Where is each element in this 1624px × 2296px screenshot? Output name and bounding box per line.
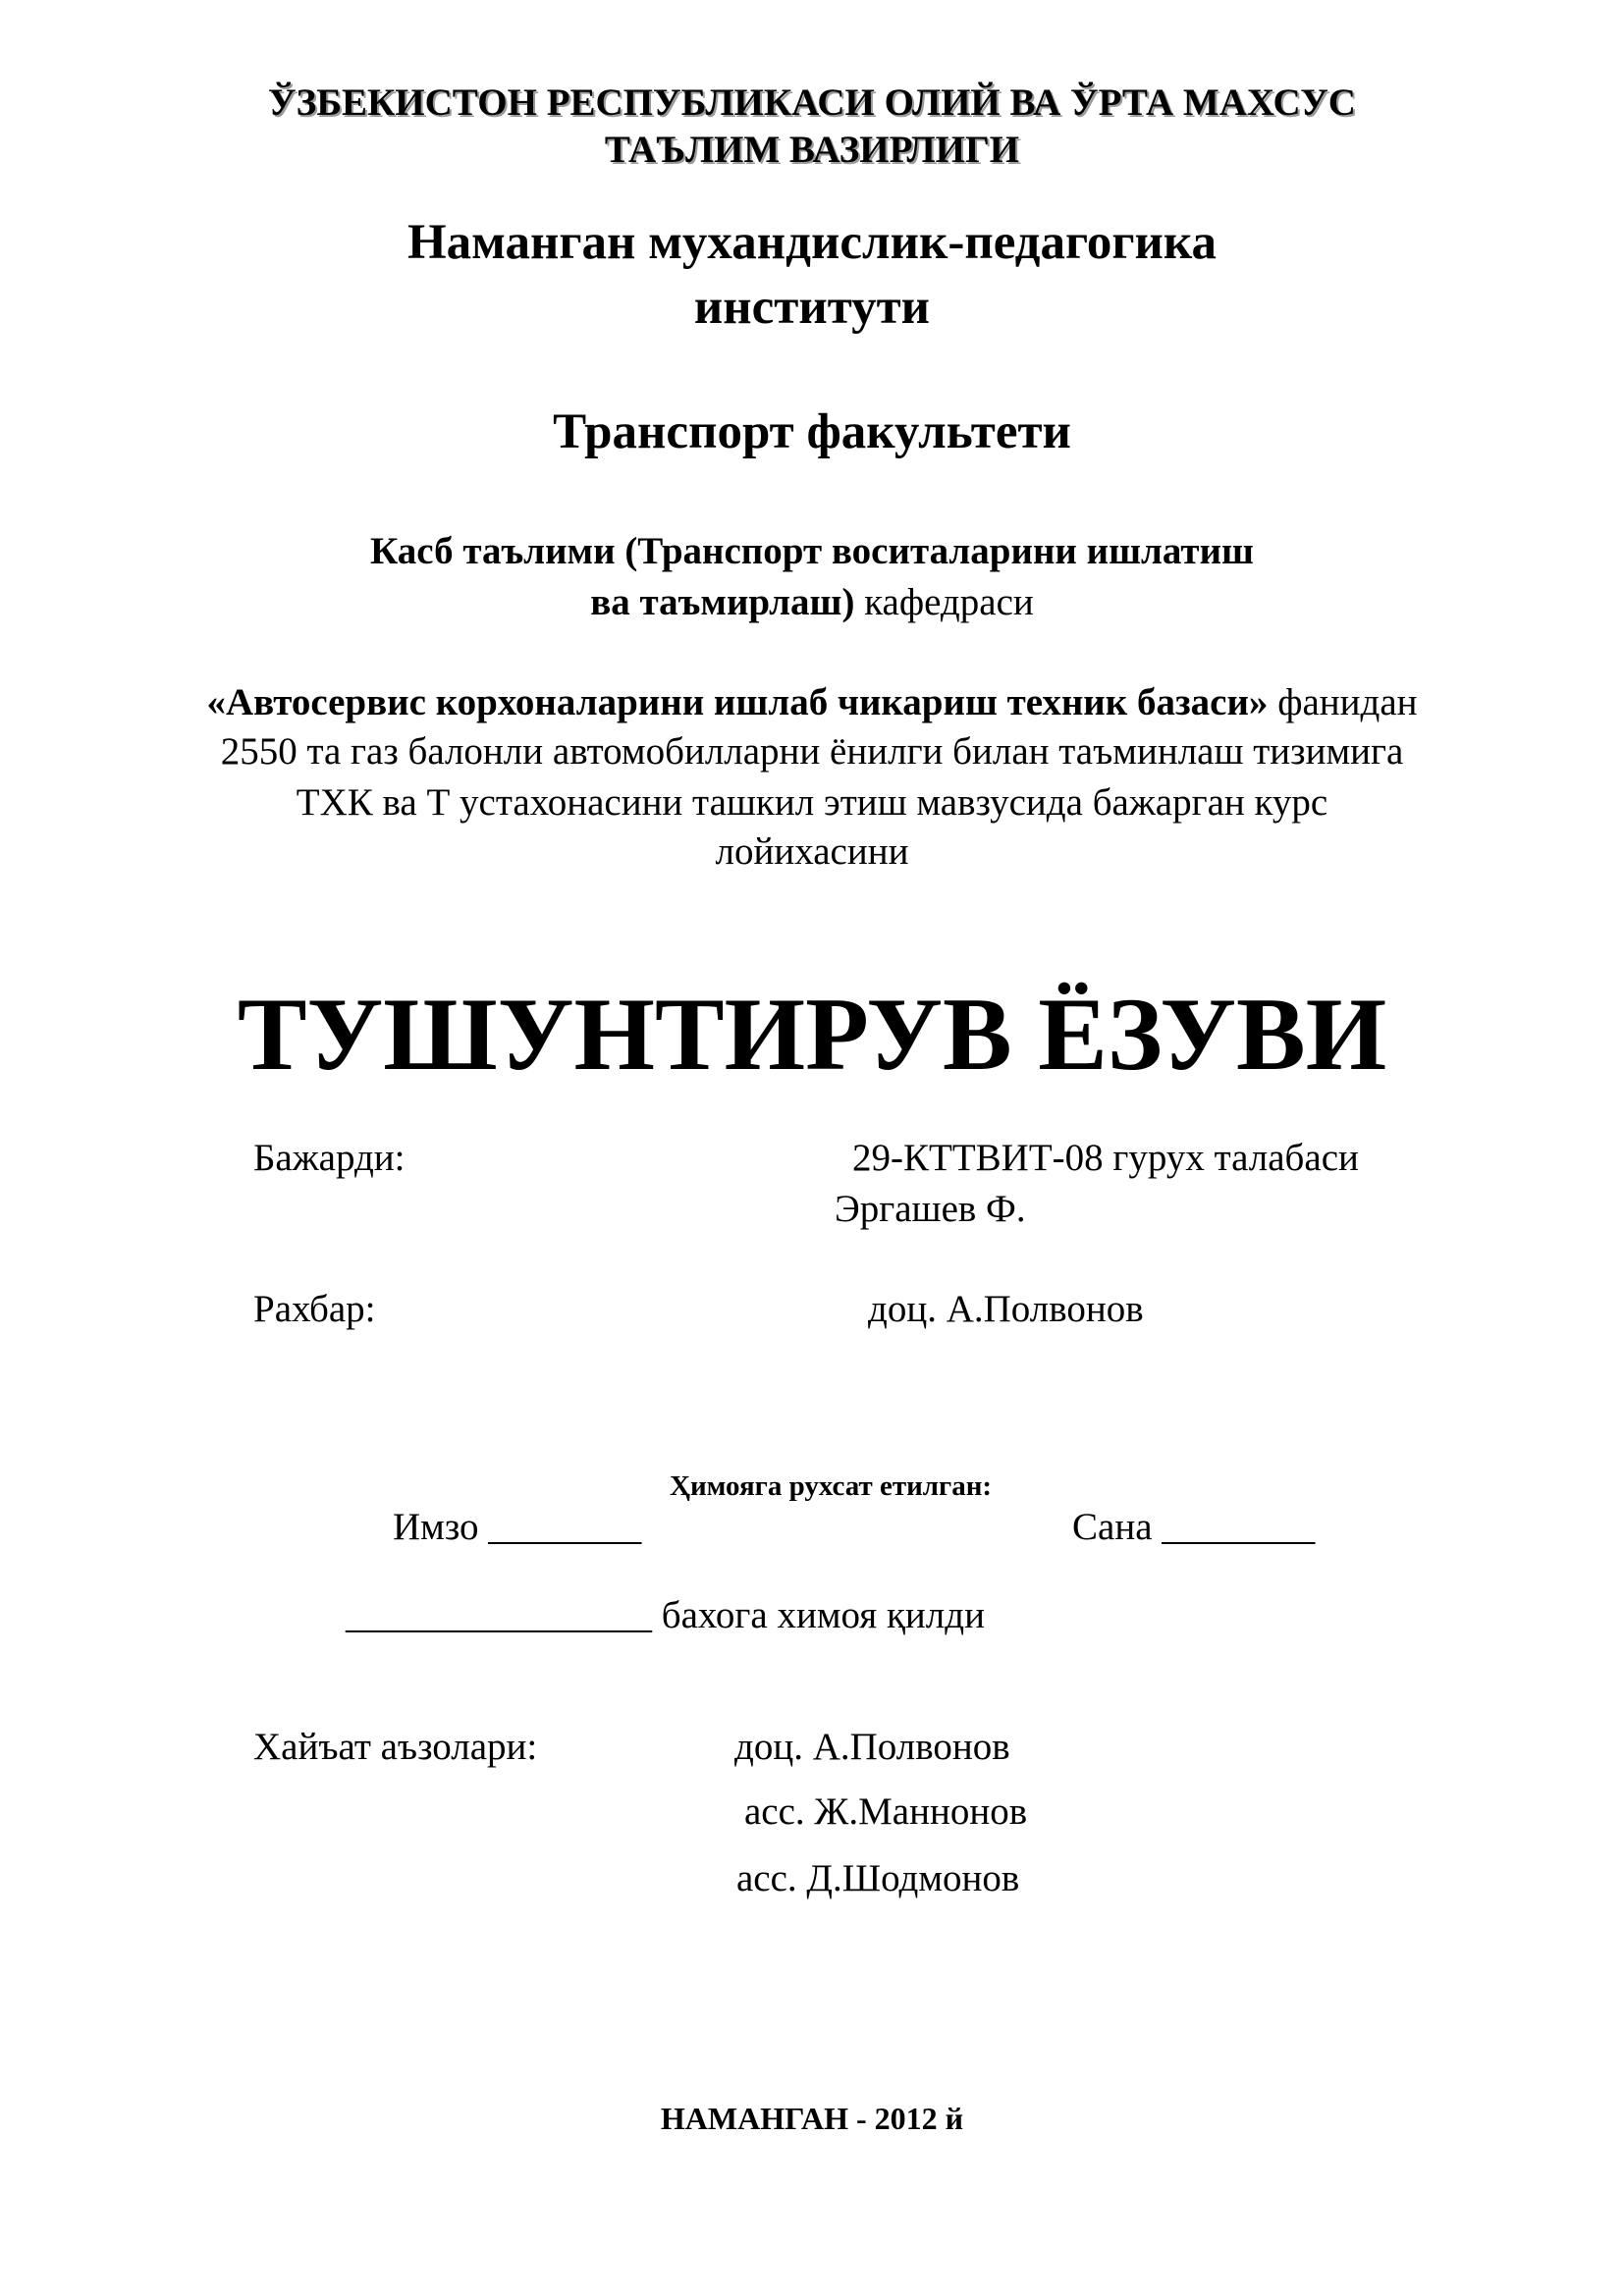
subject-name: «Автосервис корхоналарини ишлаб чикариш техник базаси» bbox=[206, 681, 1269, 723]
document-title: ТУШУНТИРУВ ЁЗУВИ bbox=[237, 977, 1387, 1092]
city-year: НАМАНГАН - 2012 й bbox=[660, 2101, 964, 2136]
topic-line-3: ТХК ва Т устахонасини ташкил этиш мавзусида бажарган курс bbox=[296, 781, 1328, 824]
institute-line-2: институти bbox=[693, 280, 931, 335]
department-name-end: ва таъмирлаш) bbox=[590, 581, 855, 623]
supervisor-label: Рахбар: bbox=[253, 1288, 376, 1330]
ministry-line-1: ЎЗБЕКИСТОН РЕСПУБЛИКАСИ ОЛИЙ ВА ЎРТА МАХСУС bbox=[268, 81, 1356, 124]
faculty-title: Транспорт факультети bbox=[553, 404, 1071, 459]
committee-label: Хайъат аъзолари: bbox=[253, 1726, 538, 1768]
subject-suffix: фанидан bbox=[1268, 681, 1418, 723]
supervisor-name: доц. А.Полвонов bbox=[868, 1288, 1144, 1330]
committee-member-2: асс. Ж.Маннонов bbox=[744, 1790, 1028, 1833]
student-group: 29-КТТВИТ-08 гурух талабаси bbox=[852, 1137, 1359, 1179]
signature-field: Имзо ________ bbox=[393, 1506, 642, 1548]
grade-line: ________________ бахога химоя қилди bbox=[346, 1594, 985, 1636]
committee-member-3: асс. Д.Шодмонов bbox=[736, 1857, 1020, 1899]
topic-line-4: лойихасини bbox=[715, 830, 909, 873]
date-field: Сана ________ bbox=[1072, 1506, 1316, 1548]
department-line-2 bbox=[0, 577, 1624, 628]
student-name: Эргашев Ф. bbox=[835, 1188, 1026, 1230]
topic-line-2: 2550 та газ балонли автомобилларни ёнилги билан таъминлаш тизимига bbox=[220, 730, 1404, 773]
defense-permitted: Ҳимояга рухсат етилган: bbox=[670, 1470, 993, 1502]
department-suffix: кафедраси bbox=[854, 581, 1034, 623]
topic-line-1 bbox=[0, 679, 1624, 726]
ministry-line-2: ТАЪЛИМ ВАЗИРЛИГИ bbox=[604, 129, 1020, 171]
performed-label: Бажарди: bbox=[253, 1137, 406, 1179]
institute-line-1: Наманган мухандислик-педагогика bbox=[406, 215, 1218, 270]
department-line-1: Касб таълими (Транспорт воситаларини ишлатиш bbox=[370, 530, 1254, 572]
committee-member-1: доц. А.Полвонов bbox=[734, 1726, 1010, 1768]
